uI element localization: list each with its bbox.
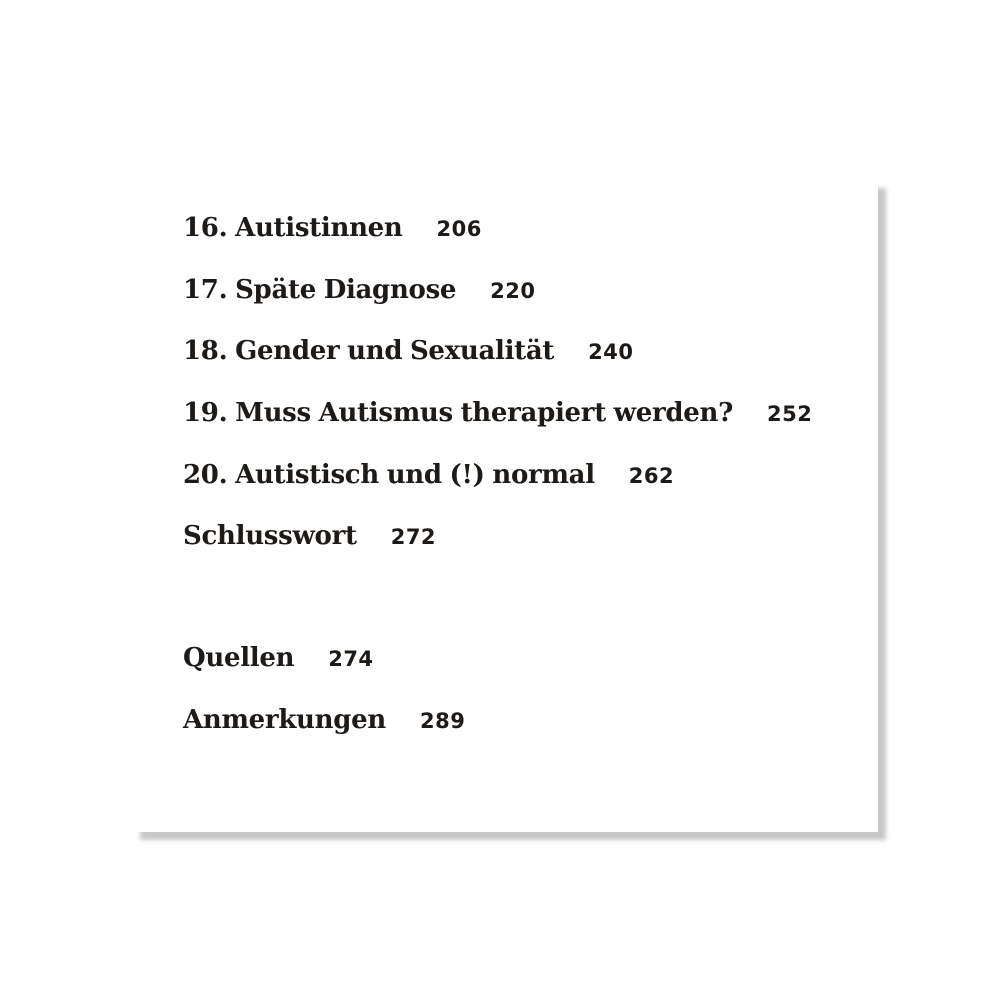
toc-entry-page-number: 240 <box>588 340 634 364</box>
toc-entry-title: 18. Gender und Sexualität <box>183 336 555 366</box>
toc-entry-page-number: 262 <box>628 464 675 488</box>
toc-entry-page-number: 220 <box>490 279 536 303</box>
toc-entry <box>183 275 536 305</box>
toc-entry-title: 19. Muss Autismus therapiert werden? <box>183 398 734 428</box>
toc-entry <box>183 460 674 490</box>
toc-entry-page-number: 274 <box>328 647 374 671</box>
toc-entry <box>183 521 436 551</box>
toc-entry-page-number: 289 <box>419 709 466 733</box>
table-of-contents <box>183 0 863 1000</box>
toc-entry-page-number: 272 <box>390 525 437 549</box>
toc-entry-page-number: 206 <box>436 217 482 241</box>
toc-entry <box>183 336 633 366</box>
toc-entry <box>183 705 465 735</box>
toc-entry-title: Quellen <box>183 643 295 673</box>
toc-entry-title: Anmerkungen <box>183 705 386 735</box>
toc-entry-title: 16. Autistinnen <box>183 213 403 243</box>
toc-entry <box>183 643 374 673</box>
toc-entry-title: Schlusswort <box>183 521 357 551</box>
toc-entry-title: 17. Späte Diagnose <box>183 275 457 305</box>
toc-entry-page-number: 252 <box>767 402 813 426</box>
toc-entry <box>183 398 812 428</box>
toc-entry <box>183 213 482 243</box>
toc-entry-title: 20. Autistisch und (!) normal <box>183 460 595 490</box>
